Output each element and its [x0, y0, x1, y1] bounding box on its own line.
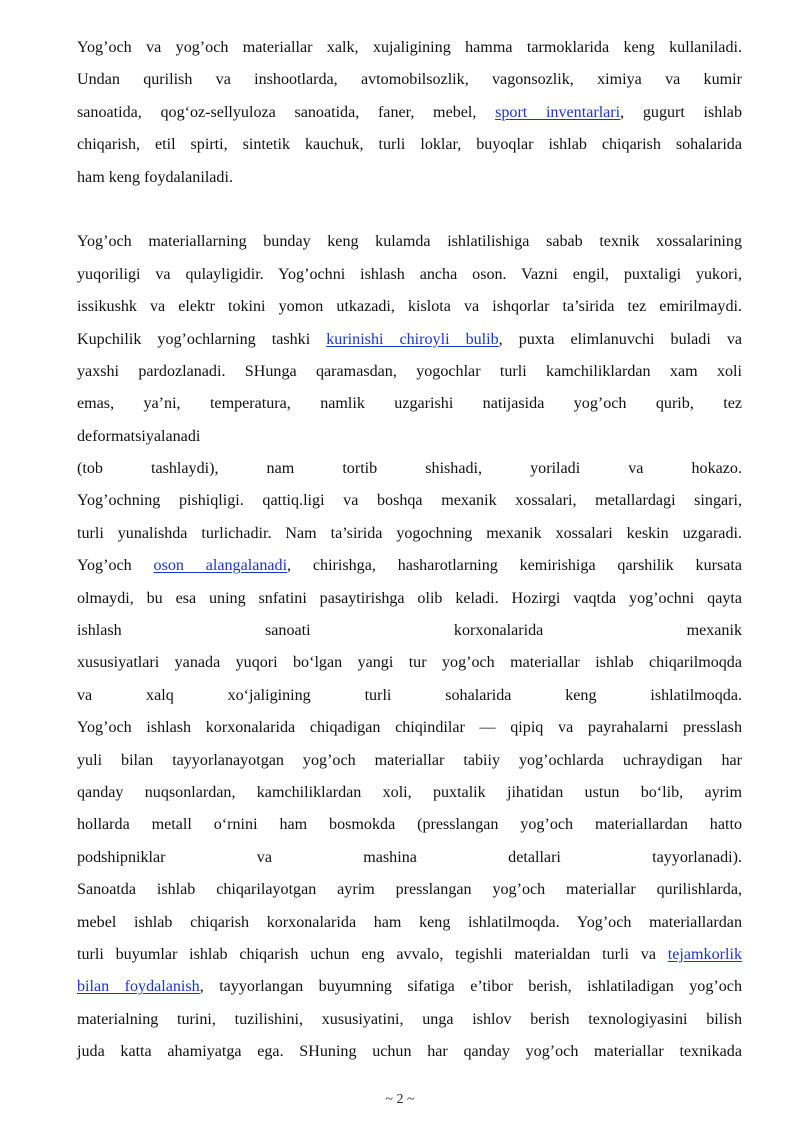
line-text: , gugurt ishlab [620, 103, 742, 121]
text-line: Yog’och materiallarning bunday keng kulamda ishlatilishiga sabab texnik xossalarining [77, 233, 742, 251]
line-text: Yog’och [77, 557, 154, 575]
text-line: mebel ishlab chiqarish korxonalarida ham keng ishlatilmoqda. Yog’och materiallardan [77, 913, 742, 931]
line-text: sanoatida, qog‘oz-sellyuloza sanoatida, faner, mebel, [77, 103, 496, 121]
text-line: olmaydi, bu esa uning snfatini pasaytirishga olib keladi. Hozirgi vaqtda yog’ochni qayta [77, 589, 742, 607]
text-line: ham keng foydalaniladi. [77, 168, 233, 186]
text-line: yuqoriligi va qulayligidir. Yog’ochni ishlash ancha oson. Vazni engil, puxtaligi yukori, [77, 265, 742, 283]
text-line: yuli bilan tayyorlanayotgan yog’och materiallar tabiiy yog’ochlarda uchraydigan har [77, 751, 742, 769]
text-line: xususiyatlari yanada yuqori bo‘lgan yangi tur yog’och materiallar ishlab chiqarilmoqda [77, 654, 742, 672]
line-text: turli buyumlar ishlab chiqarish uchun eng avvalo, tegishli materialdan turli va [77, 945, 668, 963]
text-line [77, 939, 742, 971]
hyperlink[interactable]: tejamkorlik [667, 945, 742, 963]
text-line: emas, ya’ni, temperatura, namlik uzgarishi natijasida yog’och qurib, tez [77, 395, 742, 413]
text-line [77, 550, 742, 582]
text-line: Undan qurilish va inshootlarda, avtomobilsozlik, vagonsozlik, ximiya va kumir [77, 71, 742, 89]
line-text: , puxta elimlanuvchi buladi va [498, 330, 743, 348]
hyperlink[interactable]: oson alangalanadi [153, 557, 288, 575]
text-line: issikushk va elektr tokini yomon utkazadi, kislota va ishqorlar ta’sirida tez emirilmaydi. [77, 298, 742, 316]
text-line: ishlash sanoati korxonalarida mexanik [77, 622, 742, 640]
text-line: juda katta ahamiyatga ega. SHuning uchun har qanday yog’och materiallar texnikada [77, 1043, 742, 1061]
text-line: hollarda metall o‘rnini ham bosmokda (presslangan yog’och materiallardan hatto [77, 816, 742, 834]
text-line: deformatsiyalanadi [77, 427, 201, 445]
text-line [77, 324, 742, 356]
text-line: turli yunalishda turlichadir. Nam ta’sirida yogochning mexanik xossalari keskin uzgaradi. [77, 524, 742, 542]
hyperlink[interactable]: kurinishi chiroyli bulib [326, 330, 499, 348]
text-line: qanday nuqsonlardan, kamchiliklardan xoli, puxtalik jihatidan ustun bo‘lib, ayrim [77, 783, 742, 801]
text-line: materialning turini, tuzilishini, xususiyatini, unga ishlov berish texnologiyasini bilish [77, 1010, 742, 1028]
text-line: Yog’och ishlash korxonalarida chiqadigan chiqindilar — qipiq va payrahalarni presslash [77, 719, 742, 737]
text-line: Yog’ochning pishiqligi. qattiq.ligi va boshqa mexanik xossalari, metallardagi singari, [77, 492, 742, 510]
line-text: , chirishga, hasharotlarning kemirishiga qarshilik kursata [287, 557, 742, 575]
line-text: , tayyorlangan buyumning sifatiga e’tibor berish, ishlatiladigan yog’och [199, 978, 742, 996]
text-line: Yog’och va yog’och materiallar xalk, xujaligining hamma tarmoklarida keng kullaniladi. [77, 39, 742, 56]
hyperlink[interactable]: sport inventarlari [495, 103, 621, 121]
page-number: ~ 2 ~ [385, 1092, 415, 1107]
blank-line [77, 194, 742, 226]
text-line [77, 971, 742, 1003]
text-line: (tob tashlaydi), nam tortib shishadi, yoriladi va hokazo. [77, 460, 742, 478]
text-line: chiqarish, etil spirti, sintetik kauchuk, turli loklar, buyoqlar ishlab chiqarish sohalarida [77, 136, 742, 154]
text-line [77, 97, 742, 129]
text-line: Sanoatda ishlab chiqarilayotgan ayrim presslangan yog’och materiallar qurilishlarda, [77, 881, 742, 899]
text-line: va xalq xo‘jaligining turli sohalarida keng ishlatilmoqda. [77, 686, 742, 704]
line-text: Kupchilik yog’ochlarning tashki [77, 330, 327, 348]
hyperlink[interactable]: bilan foydalanish [77, 978, 200, 996]
document-body [77, 32, 742, 1069]
text-line: yaxshi pardozlanadi. SHunga qaramasdan, yogochlar turli kamchiliklardan xam xoli [77, 362, 742, 380]
text-line: podshipniklar va mashina detallari tayyorlanadi). [77, 848, 742, 866]
